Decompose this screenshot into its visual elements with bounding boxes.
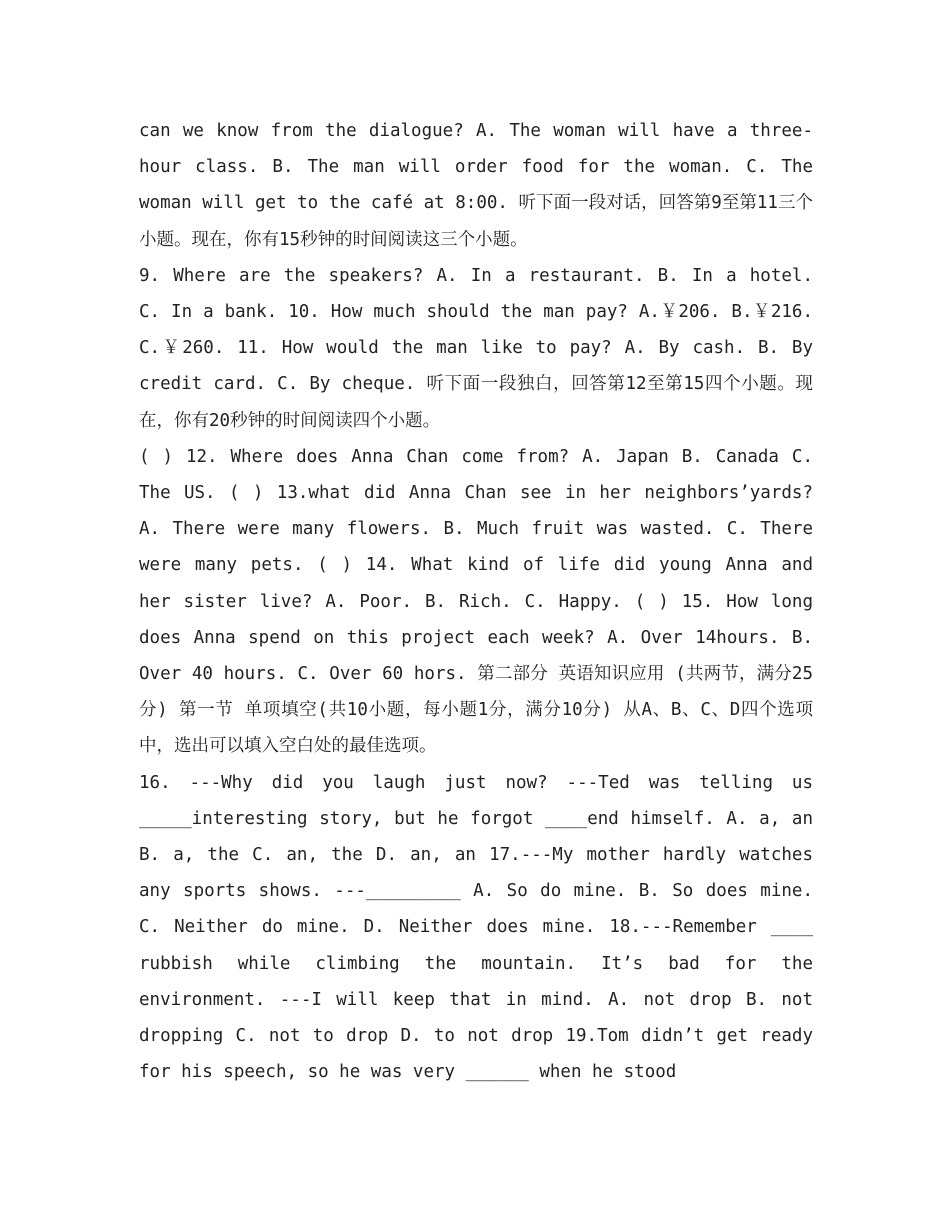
- paragraph-questions-12-15: ( ) 12. Where does Anna Chan come from? A. Japan B. Canada C. The US. ( ) 13.what did Anna Chan see in her neighbors’yards? A. There were many flowers. B. Much fruit was wasted. C. There were many pets. ( ) 14. What kind of life did young Anna and her sister live? A. Poor. B. Rich. C. Happy. ( ) 15. How long does Anna spend on this project each week? A. Over 14hours. B. Over 40 hours. C. Over 60 hors. 第二部分 英语知识应用 (共两节，满分25分) 第一节 单项填空(共10小题，每小题1分，满分10分) 从A、B、C、D四个选项中，选出可以填入空白处的最佳选项。: [139, 446, 813, 757]
- document-page: [139, 113, 813, 1090]
- paragraph-questions-16-19: 16. ---Why did you laugh just now? ---Ted was telling us _____interesting story, but he forgot ____end himself. A. a, an B. a, the C. an, the D. an, an 17.---My mother hardly watches any sports shows. ---_________ A. So do mine. B. So does mine. C. Neither do mine. D. Neither does mine. 18.---Remember ____ rubbish while climbing the mountain. It’s bad for the environment. ---I will keep that in mind. A. not drop B. not dropping C. not to drop D. to not drop 19.Tom didn’t get ready for his speech, so he was very ______ when he stood: [139, 772, 813, 1083]
- paragraph-questions-9-11: 9. Where are the speakers? A. In a restaurant. B. In a hotel. C. In a bank. 10. How much should the man pay? A.￥206. B.￥216. C.￥260. 11. How would the man like to pay? A. By cash. B. By credit card. C. By cheque. 听下面一段独白，回答第12至第15四个小题。现在，你有20秒钟的时间阅读四个小题。: [139, 265, 813, 431]
- paragraph-dialogue-questions: can we know from the dialogue? A. The woman will have a three-hour class. B. The man will order food for the woman. C. The woman will get to the café at 8:00. 听下面一段对话，回答第9至第11三个小题。现在，你有15秒钟的时间阅读这三个小题。: [139, 121, 813, 250]
